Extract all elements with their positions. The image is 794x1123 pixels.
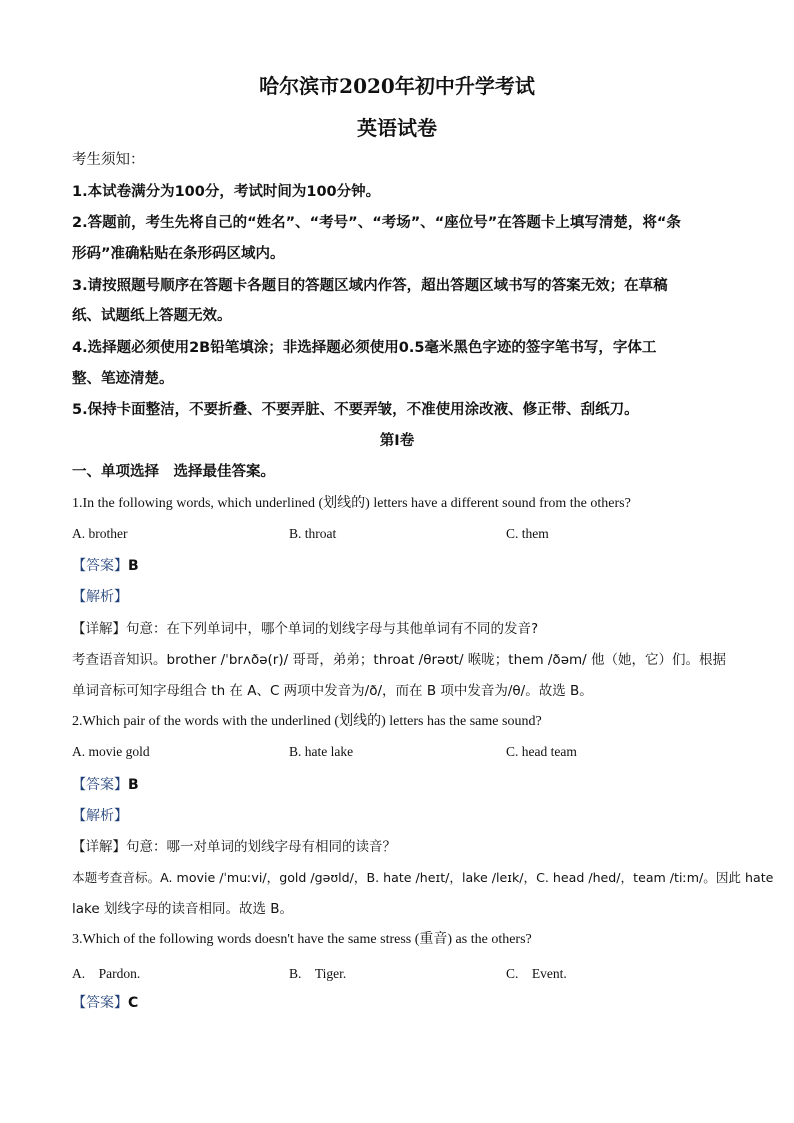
notice-item: 1.本试卷满分为100分，考试时间为100分钟。 xyxy=(72,184,381,200)
question-3-option-b: B. Tiger. xyxy=(289,966,347,981)
section-heading: 一、单项选择 选择最佳答案。 xyxy=(72,464,275,480)
question-3-answer xyxy=(72,993,732,1013)
question-1-detail xyxy=(72,619,732,639)
question-1-option-a: A. brother xyxy=(72,526,128,541)
question-2-option-a: A. movie gold xyxy=(72,744,150,759)
notice-item: 3.请按照题号顺序在答题卡各题目的答题区域内作答，超出答题区域书写的答案无效；在草稿 xyxy=(72,278,668,294)
notice-heading: 考生须知： xyxy=(72,152,145,168)
question-2-detail xyxy=(72,837,732,857)
question-3-option-a: A. Pardon. xyxy=(72,966,141,981)
question-2-answer xyxy=(72,775,732,795)
question-1-option-b: B. throat xyxy=(289,526,337,541)
question-1-option-c: C. them xyxy=(506,526,549,541)
question-2-detail-line: 本题考查音标。A. movie /ˈmuːvi/，gold /gəʊld/，B. hate /heɪt/，lake /leɪk/，C. head /hed/，team /tiːm/。因此 hate xyxy=(72,870,774,885)
notice-item: 5.保持卡面整洁，不要折叠、不要弄脏、不要弄皱，不准使用涂改液、修正带、刮纸刀。 xyxy=(72,402,639,418)
question-1-detail-line: 单词音标可知字母组合 th 在 A、C 两项中发音为/ð/，而在 B 项中发音为/θ/。故选 B。 xyxy=(72,683,593,699)
answer-tag: 【答案】 xyxy=(72,995,128,1011)
notice-item: 4.选择题必须使用2B铅笔填涂；非选择题必须使用0.5毫米黑色字迹的签字笔书写，字体工 xyxy=(72,340,657,356)
question-2-option-c: C. head team xyxy=(506,744,577,759)
exam-title: 哈尔滨市2020年初中升学考试 xyxy=(259,74,535,98)
question-2-stem: 2.Which pair of the words with the underlined (划线的) letters has the same sound? xyxy=(72,714,542,729)
exam-subtitle: 英语试卷 xyxy=(357,116,437,140)
question-3-option-c: C. Event. xyxy=(506,966,567,981)
question-3-stem: 3.Which of the following words doesn't have the same stress (重音) as the others? xyxy=(72,932,532,947)
answer-tag: 【答案】 xyxy=(72,777,128,793)
volume-label: 第Ⅰ卷 xyxy=(379,433,415,449)
notice-item: 2.答题前，考生先将自己的“姓名”、“考号”、“考场”、“座位号”在答题卡上填写清楚，将“条 xyxy=(72,215,681,231)
answer-value: B xyxy=(128,777,139,793)
answer-value: C xyxy=(128,995,139,1011)
detail-tag: 【详解】 xyxy=(72,839,126,855)
detail-tag: 【详解】 xyxy=(72,621,126,637)
question-1-stem: 1.In the following words, which underlined (划线的) letters have a different sound from the others? xyxy=(72,496,631,511)
notice-item: 整、笔迹清楚。 xyxy=(72,371,174,387)
question-1-answer xyxy=(72,556,732,576)
notice-item: 形码”准确粘贴在条形码区域内。 xyxy=(72,246,285,262)
answer-value: B xyxy=(128,558,139,574)
answer-tag: 【答案】 xyxy=(72,558,128,574)
question-1-analysis-tag: 【解析】 xyxy=(72,589,128,605)
detail-text: 句意：在下列单词中，哪个单词的划线字母与其他单词有不同的发音? xyxy=(126,621,539,637)
question-2-detail-line: lake 划线字母的读音相同。故选 B。 xyxy=(72,901,294,917)
notice-item: 纸、试题纸上答题无效。 xyxy=(72,308,232,324)
question-2-option-b: B. hate lake xyxy=(289,744,354,759)
detail-text: 句意：哪一对单词的划线字母有相同的读音？ xyxy=(126,839,396,855)
question-1-detail-line: 考查语音知识。brother /ˈbrʌðə(r)/ 哥哥，弟弟；throat /θrəʊt/ 喉咙；them /ðəm/ 他（她，它）们。根据 xyxy=(72,652,726,668)
question-2-analysis-tag: 【解析】 xyxy=(72,808,128,824)
